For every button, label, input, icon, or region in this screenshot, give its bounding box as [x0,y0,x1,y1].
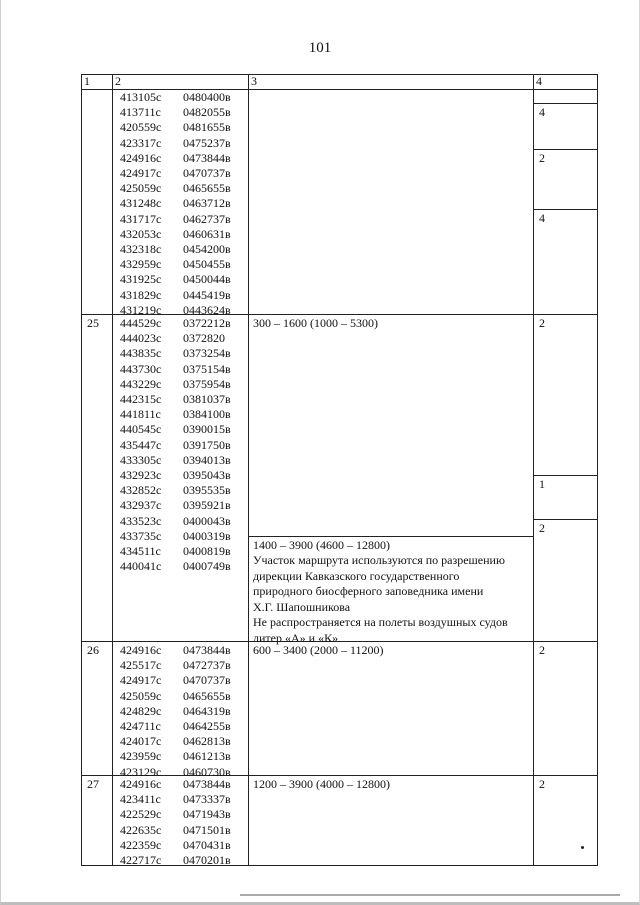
scan-speck [581,846,584,849]
latitude-cell: 413711с [120,105,161,120]
header-col-1: 1 [84,74,90,88]
longitude-cell: 0384100в [183,407,231,422]
latitude-cell: 431248с [120,196,162,211]
heights-range: 300 – 1600 (1000 – 5300) [253,316,378,330]
longitude-cell: 0400319в [183,528,231,543]
longitude-cell: 0473337в [183,792,231,807]
header-col-2: 2 [115,74,121,88]
latitude-cell: 433305с [120,452,162,467]
longitude-cell: 0372212в [183,316,231,330]
header-col-3: 3 [251,74,257,88]
latitude-cell: 420559с [120,120,162,135]
longitude-cell: 0445419в [183,287,231,302]
note-line: Участок маршрута используются по разрешению [253,553,505,567]
longitude-cell: 0471501в [183,822,231,837]
row-number: 26 [87,643,99,657]
longitude-cell: 0394013в [183,452,231,467]
row-number: 25 [87,316,99,330]
col4-value: 2 [539,521,545,535]
latitude-cell: 424916с [120,150,162,165]
note-line: Не распространяется на полеты воздушных судов [253,615,508,629]
col3-divider [248,536,534,537]
note-line: природного биосферного заповедника имени [253,584,484,598]
longitude-cell: 0450044в [183,272,231,287]
latitude-cell: 424711с [120,719,161,733]
longitude-cell: 0381037в [183,392,231,406]
latitude-cell: 442315с [120,392,162,406]
longitude-cell: 0473844в [183,150,231,165]
latitude-cell: 424917с [120,673,162,688]
heights-range-2: 1400 – 3900 (4600 – 12800) [253,538,390,552]
latitude-cell: 425059с [120,181,162,196]
col4-value: 4 [539,105,545,119]
latitude-cell: 432923с [120,468,162,482]
latitude-cell: 432852с [120,483,162,498]
longitude-cell: 0375954в [183,376,231,391]
col4-value: 4 [539,211,545,225]
longitude-cell: 0470737в [183,166,231,180]
column-divider-1 [112,74,113,866]
latitude-cell: 434511с [120,544,161,558]
latitude-cell: 423411с [120,792,161,807]
latitude-cell: 433735с [120,528,162,543]
latitude-cell: 432053с [120,226,162,241]
latitude-cell: 423959с [120,749,162,764]
latitude-cell: 424916с [120,777,162,791]
longitude-cell: 0464319в [183,703,231,718]
longitude-cell: 0372820 [183,331,225,346]
latitude-cell: 444023с [120,331,162,346]
longitude-cell: 0473844в [183,643,231,657]
col4-divider [533,103,598,104]
latitude-cell: 424829с [120,703,162,718]
col4-divider [533,475,598,476]
longitude-cell: 0463712в [183,196,231,211]
latitude-cell: 432959с [120,257,162,272]
latitude-cell: 435447с [120,437,162,452]
longitude-cell: 0475237в [183,135,231,150]
column-divider-2 [248,74,249,866]
longitude-cell: 0400043в [183,513,231,528]
longitude-cell: 0470737в [183,673,231,688]
latitude-cell: 431717с [120,211,162,226]
heights-range: 600 – 3400 (2000 – 11200) [253,643,384,657]
latitude-cell: 425517с [120,658,162,673]
latitude-cell: 441811с [120,407,161,422]
latitude-cell: 423317с [120,135,162,150]
latitude-cell: 443730с [120,361,162,376]
heights-range: 1200 – 3900 (4000 – 12800) [253,777,390,791]
longitude-cell: 0462737в [183,211,231,226]
col4-value: 2 [539,643,545,657]
latitude-cell: 422717с [120,853,162,867]
page-number: 101 [308,40,332,56]
route-note [253,553,533,646]
longitude-cell: 0373254в [183,346,231,361]
longitude-cell: 0375154в [183,361,231,376]
row-number: 27 [87,777,99,791]
latitude-cell: 432937с [120,498,162,513]
table-border-right [597,74,598,866]
latitude-cell: 422529с [120,807,162,822]
longitude-cell: 0400749в [183,559,231,574]
longitude-cell: 0470431в [183,837,231,852]
longitude-cell: 0390015в [183,422,231,437]
latitude-cell: 440041с [120,559,162,574]
latitude-cell: 431829с [120,287,162,302]
col4-divider [533,209,598,210]
longitude-cell: 0395043в [183,468,231,482]
longitude-cell: 0462813в [183,734,231,749]
longitude-cell: 0400819в [183,544,231,558]
latitude-cell: 423129с [120,764,162,779]
longitude-cell: 0470201в [183,853,231,867]
col4-divider [533,149,598,150]
col4-value: 2 [539,316,545,330]
latitude-cell: 424916с [120,643,162,657]
header-col-4: 4 [536,74,542,88]
longitude-cell: 0473844в [183,777,231,791]
latitude-cell: 422359с [120,837,162,852]
longitude-cell: 0395921в [183,498,231,513]
col4-value: 1 [539,477,545,491]
note-line: литер «А» и «К» [253,630,339,645]
longitude-cell: 0454200в [183,242,231,256]
latitude-cell: 424017с [120,734,162,749]
latitude-cell: 443229с [120,376,162,391]
scan-bottom-edge [240,894,620,896]
latitude-cell: 431219с [120,302,162,317]
table-border-top [81,74,598,75]
col4-divider [533,519,598,520]
latitude-cell: 422635с [120,822,162,837]
longitude-cell: 0482055в [183,105,231,120]
longitude-cell: 0465655в [183,688,231,703]
column-divider-3 [533,74,534,866]
note-line: Х.Г. Шапошникова [253,599,351,614]
table-border-left [81,74,82,866]
longitude-cell: 0461213в [183,749,231,764]
longitude-cell: 0450455в [183,257,231,272]
col4-value: 2 [539,777,545,791]
longitude-cell: 0480400в [183,90,231,104]
latitude-cell: 424917с [120,166,162,180]
note-line: дирекции Кавказского государственного [253,568,460,583]
longitude-cell: 0472737в [183,658,231,673]
longitude-cell: 0443624в [183,302,231,317]
latitude-cell: 431925с [120,272,162,287]
latitude-cell: 433523с [120,513,162,528]
latitude-cell: 413105с [120,90,162,104]
latitude-cell: 425059с [120,688,162,703]
longitude-cell: 0395535в [183,483,231,498]
longitude-cell: 0460631в [183,226,231,241]
longitude-cell: 0460730в [183,764,231,779]
longitude-cell: 0481655в [183,120,231,135]
latitude-cell: 443835с [120,346,162,361]
longitude-cell: 0464255в [183,719,231,733]
col4-value: 2 [539,151,545,165]
longitude-cell: 0465655в [183,181,231,196]
longitude-cell: 0391750в [183,437,231,452]
latitude-cell: 432318с [120,242,162,256]
latitude-cell: 440545с [120,422,162,437]
latitude-cell: 444529с [120,316,162,330]
longitude-cell: 0471943в [183,807,231,822]
